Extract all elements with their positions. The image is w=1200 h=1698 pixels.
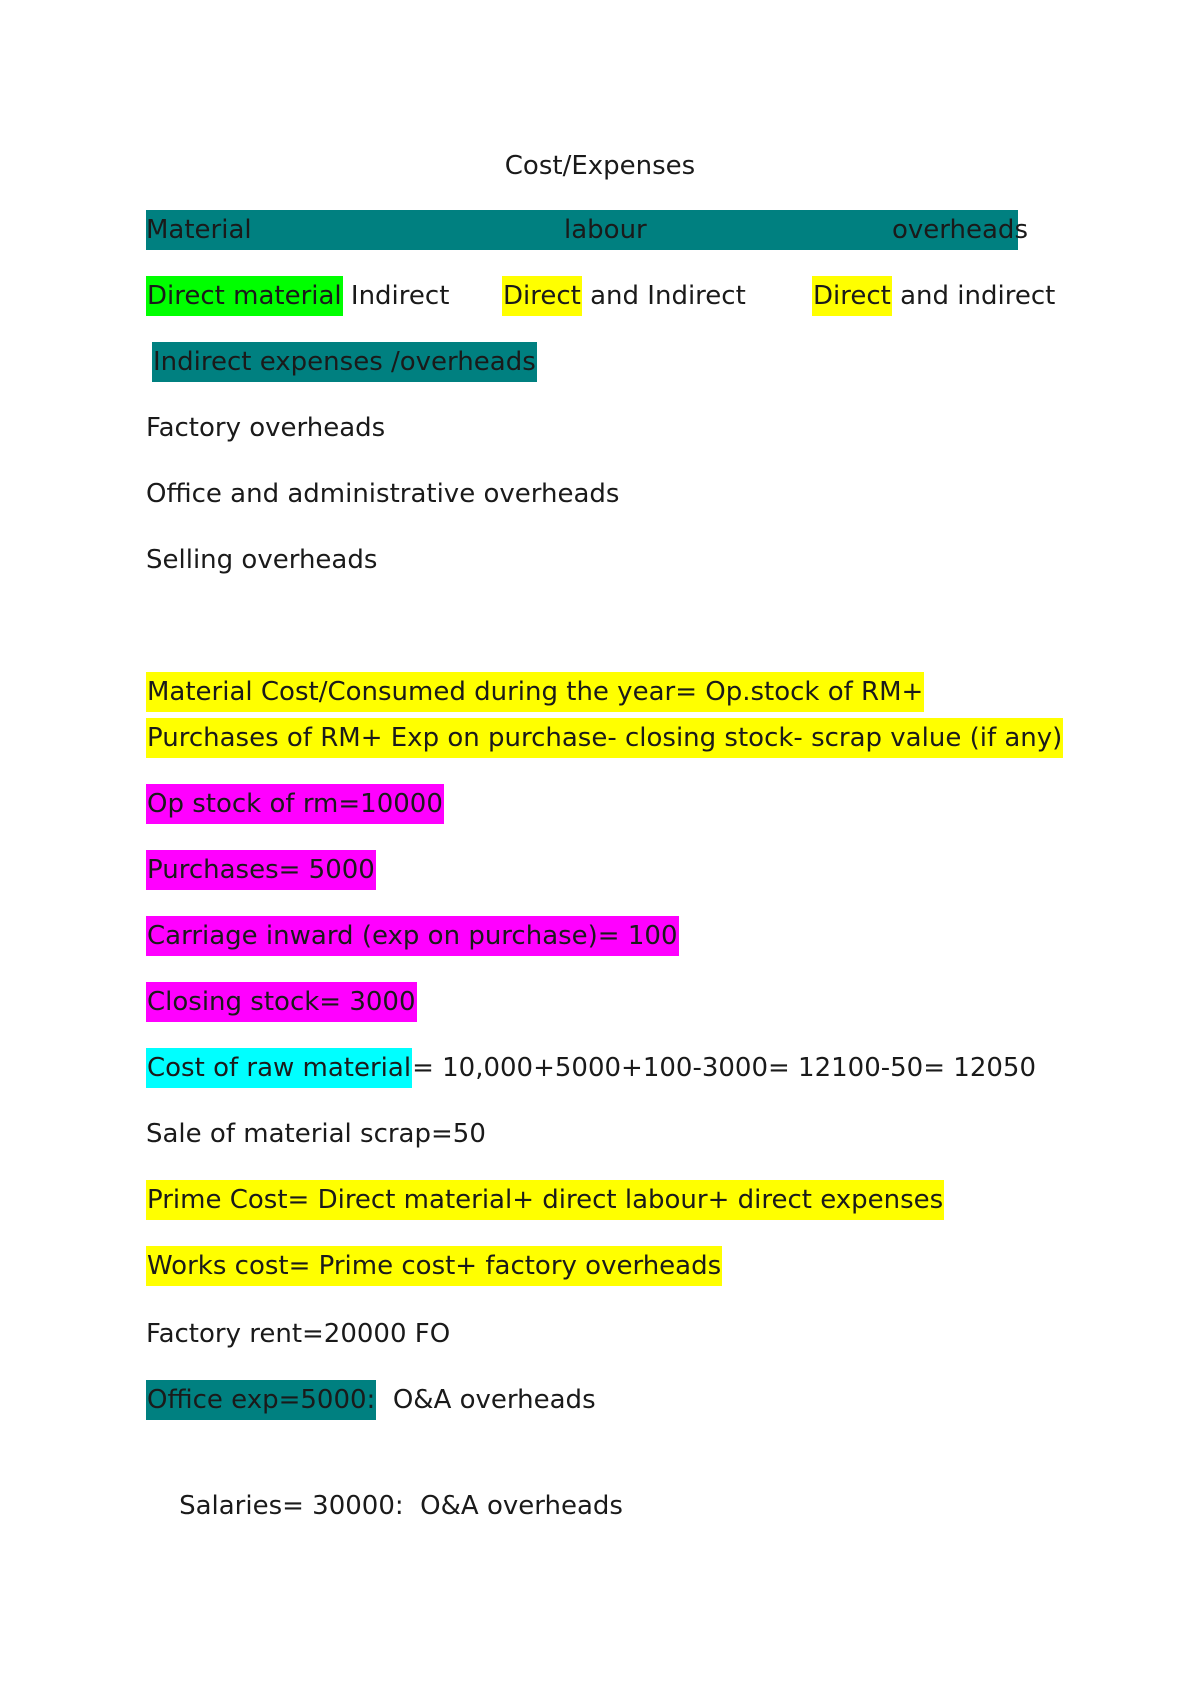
overheads-label-tail: s	[1014, 215, 1028, 245]
raw-material-calc: = 10,000+5000+100-3000= 12100-50= 12050	[412, 1053, 1036, 1083]
material-types	[146, 276, 449, 316]
material-indirect: Indirect	[342, 281, 450, 311]
purchases	[146, 850, 376, 890]
labour-indirect: and Indirect	[581, 281, 746, 311]
overheads-label	[892, 210, 1028, 250]
raw-material-label: Cost of raw material	[146, 1048, 412, 1088]
indirect-expenses-highlight: Indirect expenses /overheads	[152, 342, 537, 382]
salaries-text: Salaries= 30000: O&A overheads	[179, 1491, 623, 1521]
material-formula-line-2-text: Purchases of RM+ Exp on purchase- closing stock- scrap value (if any)	[146, 718, 1063, 758]
labour-types	[502, 276, 746, 316]
overheads-label-main: overhead	[892, 215, 1015, 245]
raw-material-cost	[146, 1048, 1036, 1088]
opening-stock-text: Op stock of rm=10000	[146, 784, 444, 824]
works-cost-text: Works cost= Prime cost+ factory overheads	[146, 1246, 722, 1286]
material-formula-line-2	[146, 718, 1063, 758]
page-title: Cost/Expenses	[504, 151, 696, 181]
direct-material-highlight: Direct material	[146, 276, 343, 316]
purchases-text: Purchases= 5000	[146, 850, 376, 890]
scrap-sale: Sale of material scrap=50	[146, 1119, 486, 1149]
cost-types-row	[146, 276, 1066, 316]
closing-stock-text: Closing stock= 3000	[146, 982, 417, 1022]
office-exp-label: Office exp=5000:	[146, 1380, 376, 1420]
overhead-type-selling: Selling overheads	[146, 545, 378, 575]
carriage-inward	[146, 916, 679, 956]
salaries	[146, 1446, 623, 1521]
opening-stock	[146, 784, 444, 824]
carriage-inward-text: Carriage inward (exp on purchase)= 100	[146, 916, 679, 956]
overhead-type-office: Office and administrative overheads	[146, 479, 620, 509]
overheads-direct-highlight: Direct	[812, 276, 892, 316]
material-formula-line-1-text: Material Cost/Consumed during the year= Op.stock of RM+	[146, 672, 924, 712]
labour-direct-highlight: Direct	[502, 276, 582, 316]
prime-cost	[146, 1180, 944, 1220]
office-exp	[146, 1380, 596, 1420]
overheads-indirect: and indirect	[891, 281, 1056, 311]
material-label: Material	[146, 215, 252, 245]
indirect-expenses-heading	[152, 342, 537, 382]
closing-stock	[146, 982, 417, 1022]
factory-rent: Factory rent=20000 FO	[146, 1319, 451, 1349]
office-exp-rest: O&A overheads	[376, 1385, 596, 1415]
material-formula-line-1	[146, 672, 924, 712]
cost-elements-row	[146, 210, 1066, 250]
overheads-types	[812, 276, 1055, 316]
overhead-type-factory: Factory overheads	[146, 413, 386, 443]
labour-label: labour	[564, 215, 647, 245]
works-cost	[146, 1246, 722, 1286]
prime-cost-text: Prime Cost= Direct material+ direct labour+ direct expenses	[146, 1180, 944, 1220]
